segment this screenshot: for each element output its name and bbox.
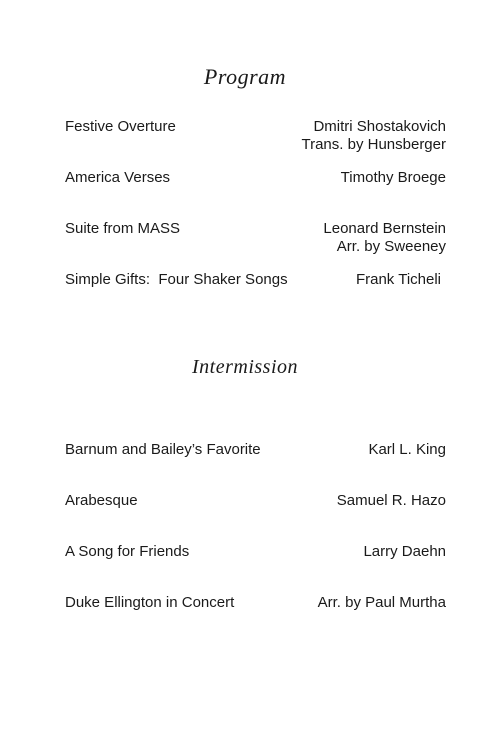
- arranger-line: Arr. by Sweeney: [336, 238, 446, 255]
- composer-credit: [368, 441, 446, 459]
- composer-line: Karl L. King: [368, 441, 446, 458]
- composer-credit: [341, 169, 446, 187]
- composer-credit: [318, 594, 446, 612]
- piece-title: Arabesque: [65, 492, 138, 509]
- composer-credit: [356, 271, 441, 289]
- piece-title: Simple Gifts: Four Shaker Songs: [65, 271, 288, 288]
- composer-credit: [323, 220, 446, 256]
- piece-title: A Song for Friends: [65, 543, 190, 560]
- piece-title: Suite from MASS: [65, 220, 181, 237]
- composer-line: Arr. by Paul Murtha: [317, 594, 446, 611]
- intermission-heading: Intermission: [192, 356, 298, 378]
- composer-line: Dmitri Shostakovich: [313, 118, 446, 135]
- composer-credit: [301, 118, 446, 154]
- program-heading: Program: [203, 64, 287, 89]
- composer-line: Samuel R. Hazo: [336, 492, 446, 509]
- piece-title: Duke Ellington in Concert: [65, 594, 235, 611]
- composer-line: Larry Daehn: [363, 543, 446, 560]
- piece-title: America Verses: [65, 169, 171, 186]
- piece-title: Barnum and Bailey’s Favorite: [65, 441, 261, 458]
- composer-line: Timothy Broege: [340, 169, 446, 186]
- composer-line: Leonard Bernstein: [323, 220, 446, 237]
- piece-title: Festive Overture: [65, 118, 176, 135]
- composer-line: Frank Ticheli: [355, 271, 441, 288]
- composer-credit: [363, 543, 446, 561]
- arranger-line: Trans. by Hunsberger: [301, 136, 446, 153]
- composer-credit: [337, 492, 446, 510]
